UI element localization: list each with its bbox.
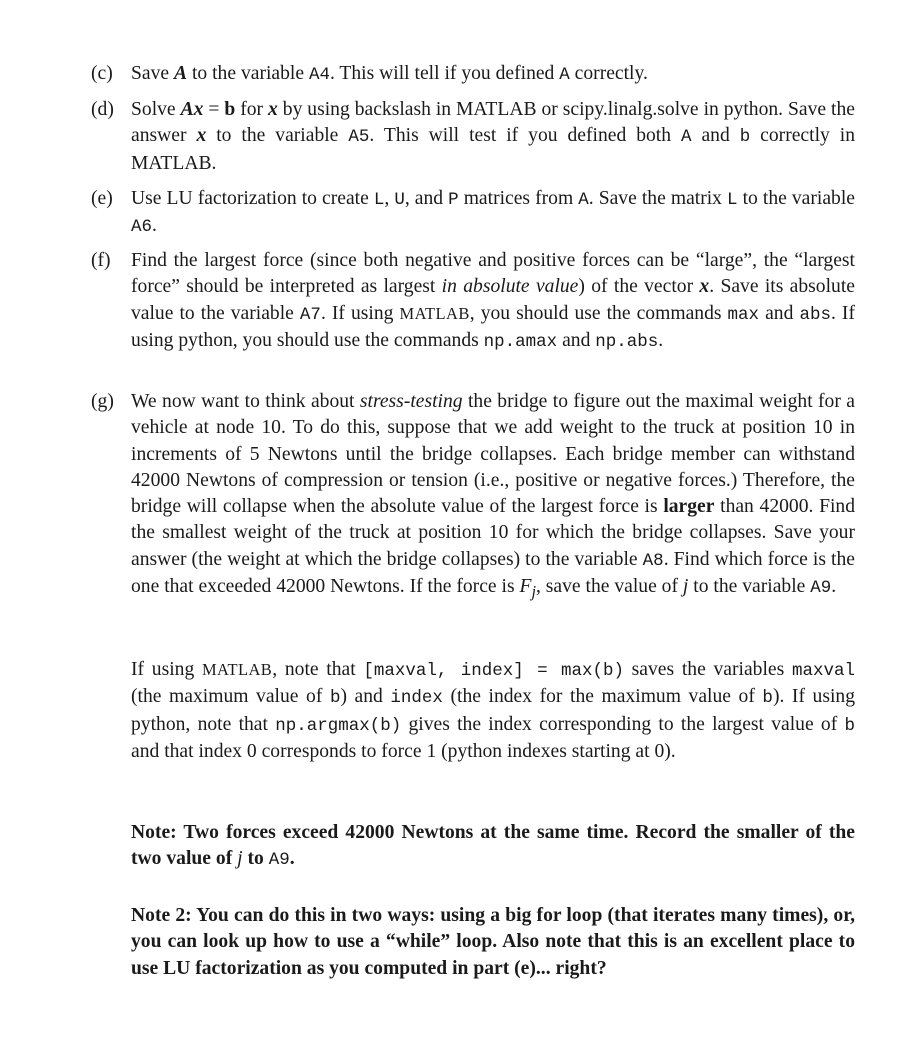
item-g [91,389,856,605]
item-f [91,248,855,355]
item-text: We now want to think about stress-testing the bridge to figure out the maximal weight for a vehicle at node 10. To do this, suppose that we add weight to the truck at position 10 in increments of 5 Newtons until the bridge collapses. Each bridge member can withstand 42000 Newtons of compression or tension (i.e., positive or negative forces.) Therefore, the bridge will collapse when the absolute value of the largest force is larger than 42000. Find the smallest weight of the truck at position 10 for which the bridge collapses. Save your answer (the weight at which the bridge collapses) to the variable A8. Find which force is the one that exceeded 42000 Newtons. If the force is $F_j$, save the value of j to the variable A9. [131,391,856,601]
item-e [91,186,855,241]
note-text: Note 2: You can do this in two ways: using a big for loop (that iterates many times), or, you can look up how to use a “while” loop. Also note that this is an excellent place to use LU factorization as you computed in part (e)... right? [131,905,855,979]
note-2 [131,903,855,982]
item-text: Save A to the variable A4. This will tell if you defined A correctly. [131,63,648,85]
note-text: Note: Two forces exceed 42000 Newtons at the same time. Record the smaller of the two value of j to A9. [131,822,855,871]
item-text: Solve Ax = b for x by using backslash in MATLAB or scipy.linalg.solve in python. Save the answer x to the variable A5. This will test if you defined both A and b correctly in MATLAB. [131,99,856,174]
item-c [91,61,855,88]
item-label: (g) [91,391,114,412]
item-label: (e) [91,188,113,209]
item-label: (f) [91,250,111,271]
item-label: (d) [91,99,114,120]
item-text: If using MATLAB, note that [maxval, index] = max(b) saves the variables maxval (the maximum value of b) and index (the index for the maximum value of b). If using python, note that np.argmax(b) gives the index corresponding to the largest value of b and that index 0 corresponds to force 1 (python indexes starting at 0). [131,659,855,762]
item-text: Find the largest force (since both negative and positive forces can be “large”, the “largest force” should be interpreted as largest in absolute value) of the vector x. Save its absolute value to the variable A7. If using MATLAB, you should use the commands max and abs. If using python, you should use the commands np.amax and np.abs. [131,250,855,352]
item-d [91,97,856,177]
item-g-paragraph-2 [131,657,855,765]
note-1 [131,820,855,874]
item-text: Use LU factorization to create L, U, and P matrices from A. Save the matrix L to the variable A6. [131,188,855,238]
item-label: (c) [91,63,113,84]
